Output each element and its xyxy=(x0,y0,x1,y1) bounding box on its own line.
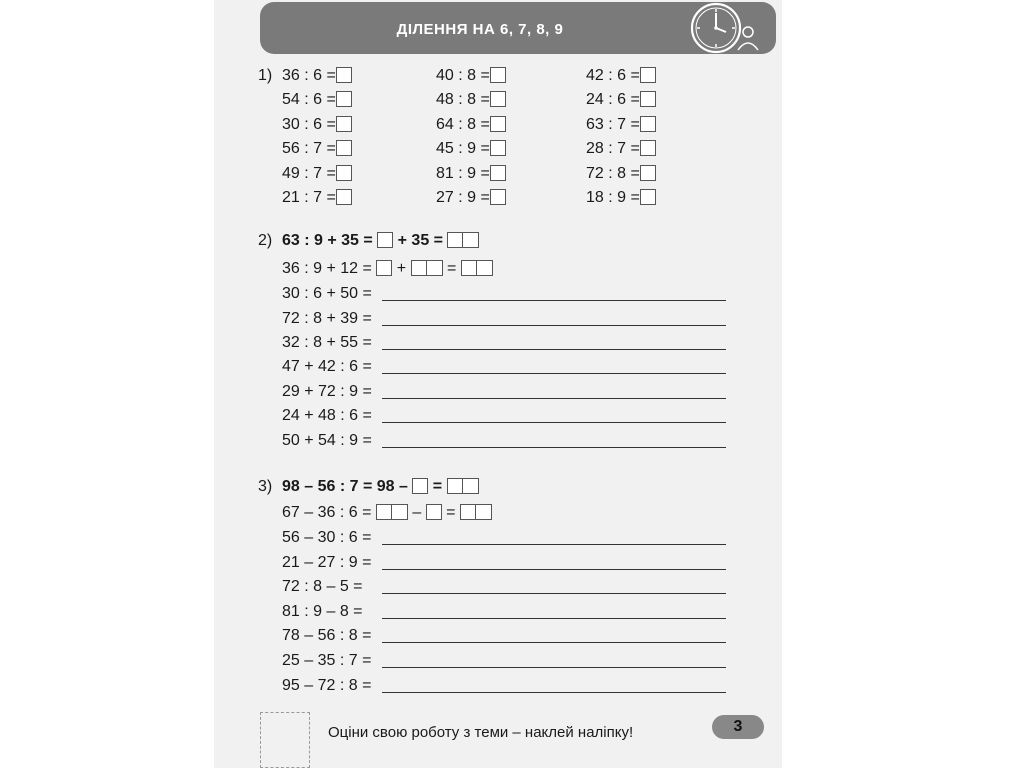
answer-box-two-digit[interactable] xyxy=(460,504,492,520)
answer-line[interactable] xyxy=(382,422,726,423)
answer-line[interactable] xyxy=(382,447,726,448)
answer-box[interactable] xyxy=(336,189,352,205)
answer-box[interactable] xyxy=(640,189,656,205)
task-2-number: 2) xyxy=(258,232,273,249)
t1-c3-r3: 63 : 7 = xyxy=(586,115,656,135)
task-2-example: 63 : 9 + 35 = + 35 = xyxy=(282,231,479,251)
t3-row: 81 : 9 – 8 = xyxy=(282,603,363,620)
answer-box[interactable] xyxy=(490,140,506,156)
answer-box-two-digit[interactable] xyxy=(447,478,479,494)
t2-row: 50 + 54 : 9 = xyxy=(282,432,372,449)
answer-line[interactable] xyxy=(382,349,726,350)
answer-line[interactable] xyxy=(382,300,726,301)
page-number: 3 xyxy=(712,715,764,739)
t3-row: 25 – 35 : 7 = xyxy=(282,652,372,669)
t1-c3-r4: 28 : 7 = xyxy=(586,139,656,159)
task-3-number: 3) xyxy=(258,478,273,495)
answer-box[interactable] xyxy=(490,91,506,107)
answer-box[interactable] xyxy=(640,165,656,181)
t2-row: 30 : 6 + 50 = xyxy=(282,285,372,302)
answer-box[interactable] xyxy=(336,165,352,181)
answer-box[interactable] xyxy=(336,67,352,83)
answer-line[interactable] xyxy=(382,373,726,374)
t1-c2-r5: 81 : 9 = xyxy=(436,164,506,184)
task-3-guided: 67 – 36 : 6 = – = xyxy=(282,503,492,523)
t1-c1-r4: 56 : 7 = xyxy=(282,139,352,159)
answer-box[interactable] xyxy=(640,91,656,107)
t1-c3-r1: 42 : 6 = xyxy=(586,66,656,86)
answer-box[interactable] xyxy=(640,67,656,83)
answer-box[interactable] xyxy=(377,232,393,248)
answer-box[interactable] xyxy=(336,140,352,156)
t1-c2-r3: 64 : 8 = xyxy=(436,115,506,135)
t1-c1-r6: 21 : 7 = xyxy=(282,188,352,208)
answer-box[interactable] xyxy=(426,504,442,520)
task-1-number: 1) xyxy=(258,67,273,84)
answer-line[interactable] xyxy=(382,642,726,643)
t1-c2-r1: 40 : 8 = xyxy=(436,66,506,86)
page-title: ДІЛЕННЯ НА 6, 7, 8, 9 xyxy=(396,21,564,38)
answer-line[interactable] xyxy=(382,692,726,693)
answer-box[interactable] xyxy=(376,260,392,276)
answer-box-two-digit[interactable] xyxy=(376,504,408,520)
answer-box[interactable] xyxy=(490,165,506,181)
t1-c1-r1: 36 : 6 = xyxy=(282,66,352,86)
answer-box[interactable] xyxy=(640,116,656,132)
answer-box-two-digit[interactable] xyxy=(461,260,493,276)
task-2-guided: 36 : 9 + 12 = + = xyxy=(282,259,493,279)
t3-row: 56 – 30 : 6 = xyxy=(282,529,372,546)
worksheet-page xyxy=(214,0,782,768)
answer-box[interactable] xyxy=(412,478,428,494)
answer-line[interactable] xyxy=(382,667,726,668)
t2-row: 47 + 42 : 6 = xyxy=(282,358,372,375)
answer-box[interactable] xyxy=(490,67,506,83)
t2-row: 24 + 48 : 6 = xyxy=(282,407,372,424)
answer-box[interactable] xyxy=(336,116,352,132)
t1-c1-r5: 49 : 7 = xyxy=(282,164,352,184)
t2-row: 29 + 72 : 9 = xyxy=(282,383,372,400)
answer-box-two-digit[interactable] xyxy=(447,232,479,248)
t3-row: 21 – 27 : 9 = xyxy=(282,554,372,571)
answer-line[interactable] xyxy=(382,569,726,570)
t3-row: 78 – 56 : 8 = xyxy=(282,627,372,644)
t3-row: 95 – 72 : 8 = xyxy=(282,677,372,694)
t3-row: 72 : 8 – 5 = xyxy=(282,578,363,595)
answer-box[interactable] xyxy=(336,91,352,107)
answer-line[interactable] xyxy=(382,593,726,594)
t2-row: 32 : 8 + 55 = xyxy=(282,334,372,351)
clock-person-icon xyxy=(688,0,760,58)
t1-c2-r2: 48 : 8 = xyxy=(436,90,506,110)
t2-row: 72 : 8 + 39 = xyxy=(282,310,372,327)
answer-line[interactable] xyxy=(382,544,726,545)
answer-box[interactable] xyxy=(640,140,656,156)
t1-c3-r5: 72 : 8 = xyxy=(586,164,656,184)
answer-box[interactable] xyxy=(490,189,506,205)
t1-c3-r2: 24 : 6 = xyxy=(586,90,656,110)
t1-c2-r6: 27 : 9 = xyxy=(436,188,506,208)
t1-c3-r6: 18 : 9 = xyxy=(586,188,656,208)
answer-line[interactable] xyxy=(382,618,726,619)
t1-c2-r4: 45 : 9 = xyxy=(436,139,506,159)
sticker-placeholder[interactable] xyxy=(260,712,310,768)
answer-line[interactable] xyxy=(382,325,726,326)
t1-c1-r2: 54 : 6 = xyxy=(282,90,352,110)
answer-box[interactable] xyxy=(490,116,506,132)
task-3-example: 98 – 56 : 7 = 98 – = xyxy=(282,477,479,497)
t1-c1-r3: 30 : 6 = xyxy=(282,115,352,135)
answer-line[interactable] xyxy=(382,398,726,399)
answer-box-two-digit[interactable] xyxy=(411,260,443,276)
footer-instruction: Оціни свою роботу з теми – наклей наліпку! xyxy=(328,724,634,741)
